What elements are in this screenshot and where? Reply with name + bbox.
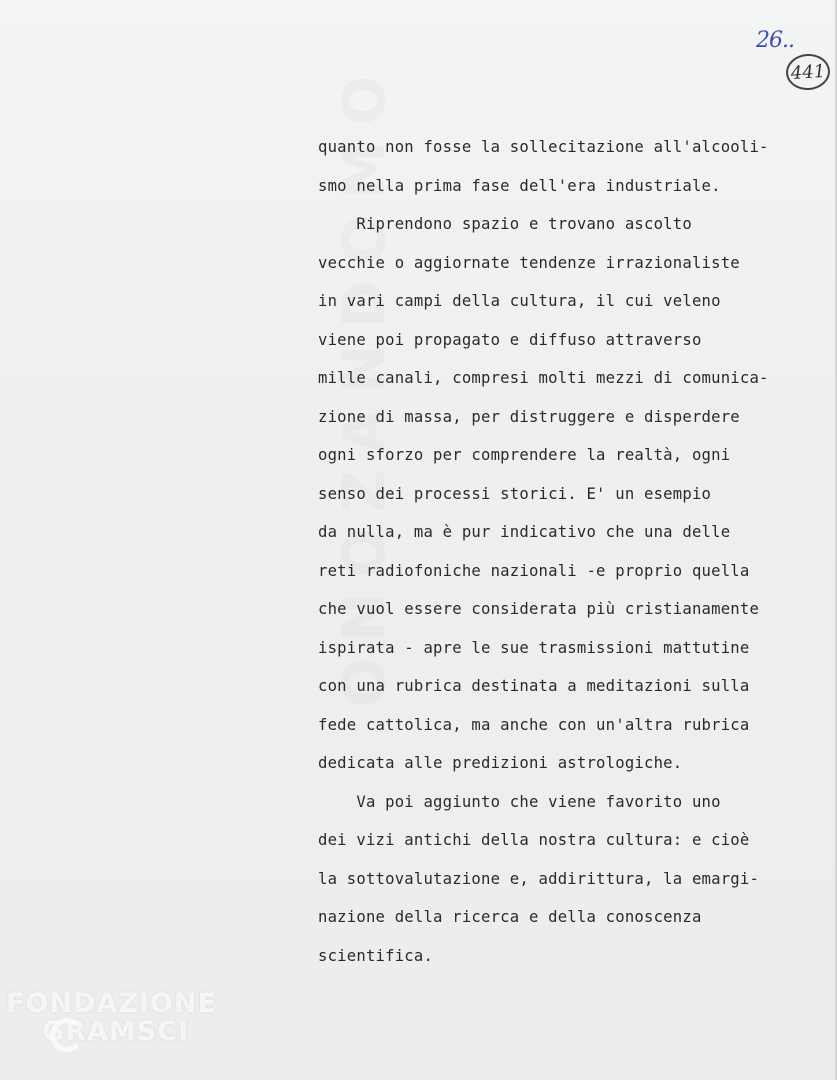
- text-line: viene poi propagato e diffuso attraverso: [318, 330, 702, 349]
- text-line: nazione della ricerca e della conoscenza: [318, 908, 702, 926]
- text-line: Riprendono spazio e trovano ascolto: [318, 215, 692, 233]
- text-line: da nulla, ma è pur indicativo che una delle: [318, 523, 731, 541]
- text-line: ispirata - apre le sue trasmissioni mattutine: [318, 638, 750, 657]
- text-line: senso dei processi storici. E' un esempio: [318, 484, 712, 503]
- text-line: la sottovalutazione e, addirittura, la emargi-: [318, 869, 760, 888]
- text-line: dedicata alle predizioni astrologiche.: [318, 754, 683, 772]
- text-line: reti radiofoniche nazionali -e proprio quella: [318, 561, 750, 580]
- text-line: mille canali, compresi molti mezzi di comunica-: [318, 369, 769, 387]
- bleed-through-watermark: ONOZANDOMO: [330, 60, 398, 708]
- text-line: smo nella prima fase dell'era industriale.: [318, 176, 721, 195]
- text-line: che vuol essere considerata più cristianamente: [318, 600, 760, 618]
- text-line: in vari campi della cultura, il cui veleno: [318, 292, 721, 310]
- text-line: scientifica.: [318, 946, 434, 965]
- text-line: zione di massa, per distruggere e disperdere: [318, 407, 740, 426]
- circled-page-number: 441: [785, 53, 831, 92]
- text-line: dei vizi antichi della nostra cultura: e cioè: [318, 831, 750, 849]
- watermark-line-2: GRAMSCI: [42, 1016, 190, 1047]
- text-line: quanto non fosse la sollecitazione all'alcooli-: [318, 138, 769, 156]
- text-line: con una rubrica destinata a meditazioni sulla: [318, 677, 750, 695]
- handwritten-page-number: 26..: [756, 28, 794, 53]
- watermark-logo-icon: [50, 1018, 84, 1052]
- text-line: ogni sforzo per comprendere la realtà, ogni: [318, 446, 731, 464]
- text-line: fede cattolica, ma anche con un'altra rubrica: [318, 715, 750, 734]
- foundation-watermark: [6, 990, 217, 1046]
- watermark-line-1: FONDAZIONE: [6, 988, 217, 1019]
- typewritten-text: [318, 133, 798, 980]
- text-line: Va poi aggiunto che viene favorito uno: [318, 792, 721, 811]
- text-line: vecchie o aggiornate tendenze irrazionaliste: [318, 253, 740, 272]
